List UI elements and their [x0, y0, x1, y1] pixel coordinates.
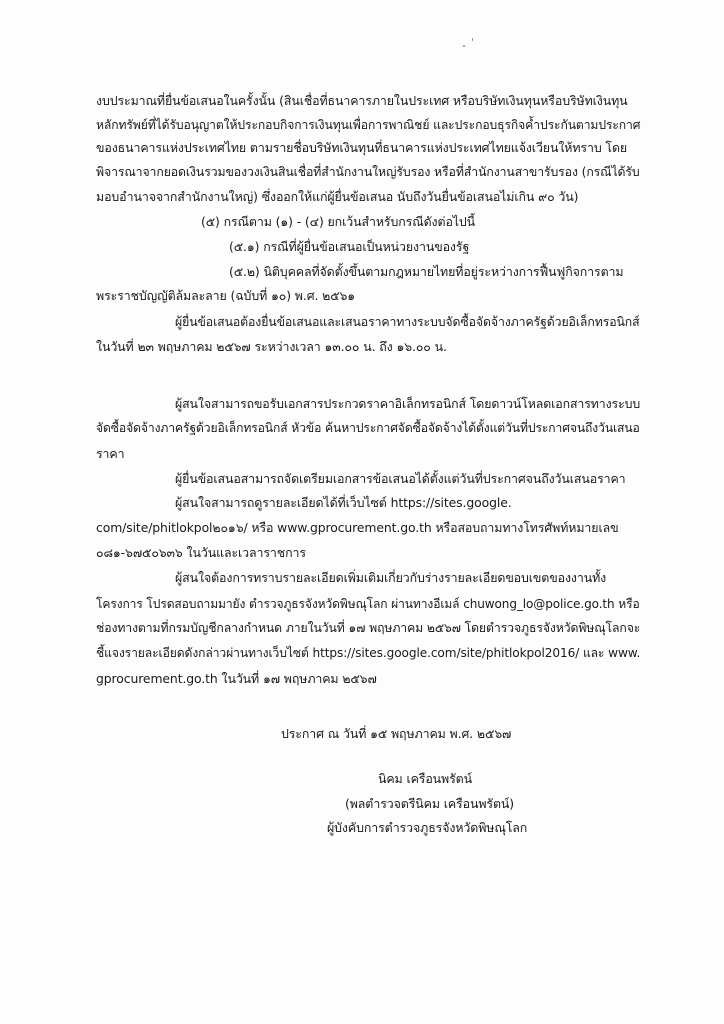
- signatory-full-title: (พลตำรวจตรีนิคม เครือนพรัตน์): [345, 796, 515, 811]
- body-line: com/site/phitlokpol๒๐๑๖/ หรือ www.gprocurement.go.th หรือสอบถามทางโทรศัพท์หมายเลข: [96, 520, 619, 535]
- body-line: หลักทรัพย์ที่ได้รับอนุญาตให้ประกอบกิจการเงินทุนเพื่อการพาณิชย์ และประกอบธุรกิจค้ำประกันตามประกาศ: [96, 117, 641, 132]
- paragraph-first-line: ผู้ยื่นข้อเสนอสามารถจัดเตรียมเอกสารข้อเสนอได้ตั้งแต่วันที่ประกาศจนถึงวันเสนอราคา: [175, 471, 626, 486]
- list-item: (๕) กรณีตาม (๑) - (๔) ยกเว้นสำหรับกรณีดังต่อไปนี้: [201, 214, 476, 229]
- body-line: ช่องทางตามที่กรมบัญชีกลางกำหนด ภายในวันที่ ๑๗ พฤษภาคม ๒๕๖๗ โดยตำรวจภูธรจังหวัดพิษณุโลกจะ: [96, 620, 641, 635]
- body-line: ราคา: [96, 446, 125, 461]
- body-line: พระราชบัญญัติล้มละลาย (ฉบับที่ ๑๐) พ.ศ. ๒๕๖๑: [96, 288, 356, 303]
- body-line: งบประมาณที่ยื่นข้อเสนอในครั้งนั้น (สินเชื่อที่ธนาคารภายในประเทศ หรือบริษัทเงินทุนหรือบริษัทเงินทุน: [96, 93, 628, 108]
- announcement-date: ประกาศ ณ วันที่ ๑๕ พฤษภาคม พ.ศ. ๒๕๖๗: [281, 726, 512, 741]
- body-line: gprocurement.go.th ในวันที่ ๑๗ พฤษภาคม ๒๕๖๗: [96, 671, 377, 686]
- body-line: ในวันที่ ๒๓ พฤษภาคม ๒๕๖๗ ระหว่างเวลา ๑๓.๐๐ น. ถึง ๑๖.๐๐ น.: [96, 339, 447, 354]
- body-line: โครงการ โปรดสอบถามมายัง ตำรวจภูธรจังหวัดพิษณุโลก ผ่านทางอีเมล์ chuwong_lo@police.go.th หรือ: [96, 596, 640, 611]
- body-line: ชี้แจงรายละเอียดดังกล่าวผ่านทางเว็บไซต์ https://sites.google.com/site/phitlokpol2016/ และ www.: [96, 645, 641, 660]
- paragraph-first-line: ผู้สนใจต้องการทราบรายละเอียดเพิ่มเติมเกี่ยวกับร่างรายละเอียดขอบเขตของงานทั้ง: [175, 570, 607, 585]
- body-line: มอบอำนาจจากสำนักงานใหญ่) ซึ่งออกให้แก่ผู้ยื่นข้อเสนอ นับถึงวันยื่นข้อเสนอไม่เกิน ๙๐ วัน): [96, 189, 579, 204]
- signatory-name: นิคม เครือนพรัตน์: [378, 771, 472, 786]
- list-item: (๕.๑) กรณีที่ผู้ยื่นข้อเสนอเป็นหน่วยงานของรัฐ: [229, 239, 470, 254]
- scan-speck: [463, 45, 465, 47]
- paragraph-first-line: ผู้สนใจสามารถขอรับเอกสารประกวดราคาอิเล็กทรอนิกส์ โดยดาวน์โหลดเอกสารทางระบบ: [175, 396, 641, 411]
- body-line: พิจารณาจากยอดเงินรวมของวงเงินสินเชื่อที่สำนักงานใหญ่รับรอง หรือที่สำนักงานสาขารับรอง (กรณีได้รับ: [96, 164, 640, 179]
- signatory-position: ผู้บังคับการตำรวจภูธรจังหวัดพิษณุโลก: [327, 820, 528, 835]
- body-line: ๐๘๑-๖๗๕๐๖๓๖ ในวันและเวลาราชการ: [96, 545, 306, 560]
- paragraph-first-line: ผู้สนใจสามารถดูรายละเอียดได้ที่เว็บไซต์ https://sites.google.: [175, 495, 512, 510]
- paragraph-first-line: ผู้ยื่นข้อเสนอต้องยื่นข้อเสนอและเสนอราคาทางระบบจัดซื้อจัดจ้างภาครัฐด้วยอิเล็กทรอนิกส์: [175, 314, 640, 329]
- list-item: (๕.๒) นิติบุคคลที่จัดตั้งขึ้นตามกฎหมายไทยที่อยู่ระหว่างการฟื้นฟูกิจการตาม: [229, 264, 624, 279]
- body-line: จัดซื้อจัดจ้างภาครัฐด้วยอิเล็กทรอนิกส์ หัวข้อ ค้นหาประกาศจัดซื้อจัดจ้างได้ตั้งแต่วันที่ประกาศจนถึงวันเสนอ: [96, 420, 640, 435]
- scan-speck: [472, 38, 473, 41]
- body-line: ของธนาคารแห่งประเทศไทย ตามรายชื่อบริษัทเงินทุนที่ธนาคารแห่งประเทศไทยแจ้งเวียนให้ทราบ โดย: [96, 140, 628, 155]
